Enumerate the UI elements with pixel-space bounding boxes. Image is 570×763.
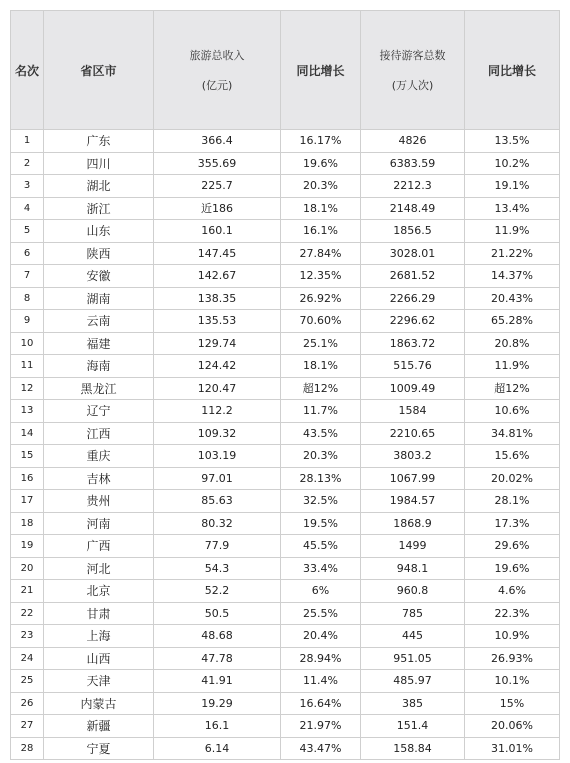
revenue-growth-cell: 20.3% bbox=[281, 445, 361, 468]
table-row bbox=[11, 670, 560, 693]
table-header bbox=[11, 11, 560, 130]
rank-cell: 16 bbox=[11, 467, 44, 490]
rank-cell: 24 bbox=[11, 647, 44, 670]
province-cell: 江西 bbox=[44, 422, 154, 445]
visitors-cell: 1584 bbox=[361, 400, 465, 423]
visitors-growth-cell: 21.22% bbox=[465, 242, 560, 265]
revenue-cell: 85.63 bbox=[154, 490, 281, 513]
province-cell: 河南 bbox=[44, 512, 154, 535]
visitors-growth-cell: 15% bbox=[465, 692, 560, 715]
table-row bbox=[11, 332, 560, 355]
province-cell: 北京 bbox=[44, 580, 154, 603]
revenue-cell: 366.4 bbox=[154, 130, 281, 153]
table-row bbox=[11, 130, 560, 153]
rank-cell: 2 bbox=[11, 152, 44, 175]
visitors-cell: 1499 bbox=[361, 535, 465, 558]
revenue-growth-cell: 45.5% bbox=[281, 535, 361, 558]
table-row bbox=[11, 715, 560, 738]
revenue-growth-cell: 43.47% bbox=[281, 737, 361, 760]
province-cell: 广西 bbox=[44, 535, 154, 558]
visitors-cell: 951.05 bbox=[361, 647, 465, 670]
table-row bbox=[11, 400, 560, 423]
visitors-cell: 485.97 bbox=[361, 670, 465, 693]
visitors-growth-cell: 14.37% bbox=[465, 265, 560, 288]
table-row bbox=[11, 445, 560, 468]
visitors-cell: 1856.5 bbox=[361, 220, 465, 243]
visitors-cell: 785 bbox=[361, 602, 465, 625]
revenue-growth-cell: 25.1% bbox=[281, 332, 361, 355]
table-row bbox=[11, 580, 560, 603]
rank-cell: 5 bbox=[11, 220, 44, 243]
visitors-growth-cell: 20.43% bbox=[465, 287, 560, 310]
visitors-growth-cell: 10.1% bbox=[465, 670, 560, 693]
revenue-growth-cell: 11.7% bbox=[281, 400, 361, 423]
revenue-growth-cell: 32.5% bbox=[281, 490, 361, 513]
revenue-cell: 47.78 bbox=[154, 647, 281, 670]
visitors-cell: 960.8 bbox=[361, 580, 465, 603]
visitors-growth-cell: 29.6% bbox=[465, 535, 560, 558]
rank-cell: 11 bbox=[11, 355, 44, 378]
rank-cell: 26 bbox=[11, 692, 44, 715]
table-row bbox=[11, 355, 560, 378]
table-row bbox=[11, 692, 560, 715]
province-cell: 四川 bbox=[44, 152, 154, 175]
visitors-growth-cell: 10.6% bbox=[465, 400, 560, 423]
revenue-cell: 129.74 bbox=[154, 332, 281, 355]
visitors-growth-cell: 28.1% bbox=[465, 490, 560, 513]
province-cell: 海南 bbox=[44, 355, 154, 378]
rank-cell: 3 bbox=[11, 175, 44, 198]
header-revenue-unit: (亿元) bbox=[201, 79, 233, 92]
province-cell: 天津 bbox=[44, 670, 154, 693]
revenue-cell: 147.45 bbox=[154, 242, 281, 265]
revenue-growth-cell: 12.35% bbox=[281, 265, 361, 288]
rank-cell: 17 bbox=[11, 490, 44, 513]
table-body bbox=[11, 130, 560, 760]
visitors-cell: 151.4 bbox=[361, 715, 465, 738]
revenue-growth-cell: 43.5% bbox=[281, 422, 361, 445]
revenue-growth-cell: 25.5% bbox=[281, 602, 361, 625]
revenue-cell: 160.1 bbox=[154, 220, 281, 243]
visitors-cell: 2681.52 bbox=[361, 265, 465, 288]
rank-cell: 10 bbox=[11, 332, 44, 355]
revenue-growth-cell: 19.6% bbox=[281, 152, 361, 175]
province-cell: 山东 bbox=[44, 220, 154, 243]
visitors-cell: 2266.29 bbox=[361, 287, 465, 310]
rank-cell: 22 bbox=[11, 602, 44, 625]
table-row bbox=[11, 265, 560, 288]
rank-cell: 13 bbox=[11, 400, 44, 423]
revenue-growth-cell: 70.60% bbox=[281, 310, 361, 333]
rank-cell: 14 bbox=[11, 422, 44, 445]
visitors-growth-cell: 13.5% bbox=[465, 130, 560, 153]
table-row bbox=[11, 152, 560, 175]
visitors-cell: 158.84 bbox=[361, 737, 465, 760]
table-row bbox=[11, 602, 560, 625]
visitors-growth-cell: 20.02% bbox=[465, 467, 560, 490]
visitors-cell: 1067.99 bbox=[361, 467, 465, 490]
province-cell: 河北 bbox=[44, 557, 154, 580]
visitors-growth-cell: 10.2% bbox=[465, 152, 560, 175]
visitors-cell: 445 bbox=[361, 625, 465, 648]
visitors-cell: 2210.65 bbox=[361, 422, 465, 445]
rank-cell: 19 bbox=[11, 535, 44, 558]
table-row bbox=[11, 467, 560, 490]
visitors-cell: 515.76 bbox=[361, 355, 465, 378]
province-cell: 重庆 bbox=[44, 445, 154, 468]
table-row bbox=[11, 422, 560, 445]
header-visitors bbox=[361, 11, 465, 130]
revenue-cell: 225.7 bbox=[154, 175, 281, 198]
visitors-cell: 1868.9 bbox=[361, 512, 465, 535]
visitors-growth-cell: 超12% bbox=[465, 377, 560, 400]
rank-cell: 15 bbox=[11, 445, 44, 468]
rank-cell: 20 bbox=[11, 557, 44, 580]
rank-cell: 9 bbox=[11, 310, 44, 333]
revenue-growth-cell: 33.4% bbox=[281, 557, 361, 580]
province-cell: 山西 bbox=[44, 647, 154, 670]
province-cell: 黑龙江 bbox=[44, 377, 154, 400]
visitors-growth-cell: 65.28% bbox=[465, 310, 560, 333]
visitors-growth-cell: 11.9% bbox=[465, 220, 560, 243]
table-row bbox=[11, 310, 560, 333]
revenue-cell: 138.35 bbox=[154, 287, 281, 310]
visitors-growth-cell: 11.9% bbox=[465, 355, 560, 378]
revenue-cell: 6.14 bbox=[154, 737, 281, 760]
revenue-growth-cell: 18.1% bbox=[281, 197, 361, 220]
rank-cell: 8 bbox=[11, 287, 44, 310]
revenue-cell: 16.1 bbox=[154, 715, 281, 738]
revenue-growth-cell: 28.13% bbox=[281, 467, 361, 490]
rank-cell: 28 bbox=[11, 737, 44, 760]
table-row bbox=[11, 557, 560, 580]
revenue-growth-cell: 26.92% bbox=[281, 287, 361, 310]
revenue-cell: 135.53 bbox=[154, 310, 281, 333]
revenue-cell: 54.3 bbox=[154, 557, 281, 580]
visitors-cell: 1863.72 bbox=[361, 332, 465, 355]
revenue-growth-cell: 19.5% bbox=[281, 512, 361, 535]
table-row bbox=[11, 220, 560, 243]
table-row bbox=[11, 535, 560, 558]
visitors-growth-cell: 20.8% bbox=[465, 332, 560, 355]
province-cell: 湖北 bbox=[44, 175, 154, 198]
visitors-growth-cell: 15.6% bbox=[465, 445, 560, 468]
revenue-growth-cell: 27.84% bbox=[281, 242, 361, 265]
rank-cell: 21 bbox=[11, 580, 44, 603]
revenue-cell: 142.67 bbox=[154, 265, 281, 288]
visitors-growth-cell: 4.6% bbox=[465, 580, 560, 603]
revenue-cell: 97.01 bbox=[154, 467, 281, 490]
revenue-cell: 52.2 bbox=[154, 580, 281, 603]
province-cell: 贵州 bbox=[44, 490, 154, 513]
rank-cell: 7 bbox=[11, 265, 44, 288]
revenue-growth-cell: 20.4% bbox=[281, 625, 361, 648]
province-cell: 宁夏 bbox=[44, 737, 154, 760]
revenue-cell: 124.42 bbox=[154, 355, 281, 378]
revenue-growth-cell: 18.1% bbox=[281, 355, 361, 378]
visitors-growth-cell: 26.93% bbox=[465, 647, 560, 670]
header-row bbox=[11, 11, 560, 130]
header-revenue-title: 旅游总收入 bbox=[189, 49, 245, 62]
province-cell: 辽宁 bbox=[44, 400, 154, 423]
rank-cell: 23 bbox=[11, 625, 44, 648]
revenue-growth-cell: 21.97% bbox=[281, 715, 361, 738]
revenue-cell: 19.29 bbox=[154, 692, 281, 715]
revenue-growth-cell: 16.1% bbox=[281, 220, 361, 243]
rank-cell: 4 bbox=[11, 197, 44, 220]
rank-cell: 12 bbox=[11, 377, 44, 400]
visitors-growth-cell: 13.4% bbox=[465, 197, 560, 220]
table-row bbox=[11, 242, 560, 265]
rank-cell: 27 bbox=[11, 715, 44, 738]
revenue-cell: 120.47 bbox=[154, 377, 281, 400]
rank-cell: 25 bbox=[11, 670, 44, 693]
province-cell: 广东 bbox=[44, 130, 154, 153]
header-rank: 名次 bbox=[11, 11, 44, 130]
rank-cell: 6 bbox=[11, 242, 44, 265]
revenue-cell: 103.19 bbox=[154, 445, 281, 468]
visitors-cell: 2212.3 bbox=[361, 175, 465, 198]
table-row bbox=[11, 377, 560, 400]
header-visitors-unit: (万人次) bbox=[391, 79, 434, 92]
province-cell: 安徽 bbox=[44, 265, 154, 288]
table-row bbox=[11, 490, 560, 513]
province-cell: 内蒙古 bbox=[44, 692, 154, 715]
visitors-cell: 385 bbox=[361, 692, 465, 715]
province-cell: 福建 bbox=[44, 332, 154, 355]
revenue-growth-cell: 16.17% bbox=[281, 130, 361, 153]
visitors-growth-cell: 20.06% bbox=[465, 715, 560, 738]
revenue-growth-cell: 28.94% bbox=[281, 647, 361, 670]
visitors-cell: 948.1 bbox=[361, 557, 465, 580]
table-row bbox=[11, 197, 560, 220]
visitors-cell: 6383.59 bbox=[361, 152, 465, 175]
table-row bbox=[11, 287, 560, 310]
table-row bbox=[11, 175, 560, 198]
visitors-cell: 1009.49 bbox=[361, 377, 465, 400]
visitors-cell: 3028.01 bbox=[361, 242, 465, 265]
header-visitors-title: 接待游客总数 bbox=[379, 49, 446, 62]
revenue-growth-cell: 6% bbox=[281, 580, 361, 603]
visitors-growth-cell: 17.3% bbox=[465, 512, 560, 535]
rank-cell: 1 bbox=[11, 130, 44, 153]
table-row bbox=[11, 737, 560, 760]
province-cell: 甘肃 bbox=[44, 602, 154, 625]
revenue-growth-cell: 20.3% bbox=[281, 175, 361, 198]
visitors-growth-cell: 22.3% bbox=[465, 602, 560, 625]
visitors-growth-cell: 31.01% bbox=[465, 737, 560, 760]
revenue-cell: 109.32 bbox=[154, 422, 281, 445]
province-cell: 陕西 bbox=[44, 242, 154, 265]
revenue-cell: 77.9 bbox=[154, 535, 281, 558]
province-cell: 云南 bbox=[44, 310, 154, 333]
revenue-cell: 48.68 bbox=[154, 625, 281, 648]
revenue-cell: 80.32 bbox=[154, 512, 281, 535]
visitors-cell: 1984.57 bbox=[361, 490, 465, 513]
revenue-cell: 41.91 bbox=[154, 670, 281, 693]
revenue-cell: 355.69 bbox=[154, 152, 281, 175]
visitors-growth-cell: 19.1% bbox=[465, 175, 560, 198]
visitors-growth-cell: 10.9% bbox=[465, 625, 560, 648]
rank-cell: 18 bbox=[11, 512, 44, 535]
visitors-cell: 3803.2 bbox=[361, 445, 465, 468]
visitors-growth-cell: 34.81% bbox=[465, 422, 560, 445]
revenue-cell: 50.5 bbox=[154, 602, 281, 625]
province-cell: 吉林 bbox=[44, 467, 154, 490]
province-cell: 湖南 bbox=[44, 287, 154, 310]
province-cell: 浙江 bbox=[44, 197, 154, 220]
visitors-growth-cell: 19.6% bbox=[465, 557, 560, 580]
province-cell: 上海 bbox=[44, 625, 154, 648]
visitors-cell: 2148.49 bbox=[361, 197, 465, 220]
header-visitors-growth: 同比增长 bbox=[465, 11, 560, 130]
table-row bbox=[11, 512, 560, 535]
table-row bbox=[11, 625, 560, 648]
header-revenue bbox=[154, 11, 281, 130]
header-revenue-growth: 同比增长 bbox=[281, 11, 361, 130]
revenue-growth-cell: 11.4% bbox=[281, 670, 361, 693]
tourism-ranking-table bbox=[10, 10, 560, 760]
revenue-growth-cell: 16.64% bbox=[281, 692, 361, 715]
header-province: 省区市 bbox=[44, 11, 154, 130]
visitors-cell: 2296.62 bbox=[361, 310, 465, 333]
province-cell: 新疆 bbox=[44, 715, 154, 738]
table-row bbox=[11, 647, 560, 670]
revenue-cell: 112.2 bbox=[154, 400, 281, 423]
visitors-cell: 4826 bbox=[361, 130, 465, 153]
tourism-ranking-table-container bbox=[10, 10, 560, 760]
revenue-growth-cell: 超12% bbox=[281, 377, 361, 400]
revenue-cell: 近186 bbox=[154, 197, 281, 220]
